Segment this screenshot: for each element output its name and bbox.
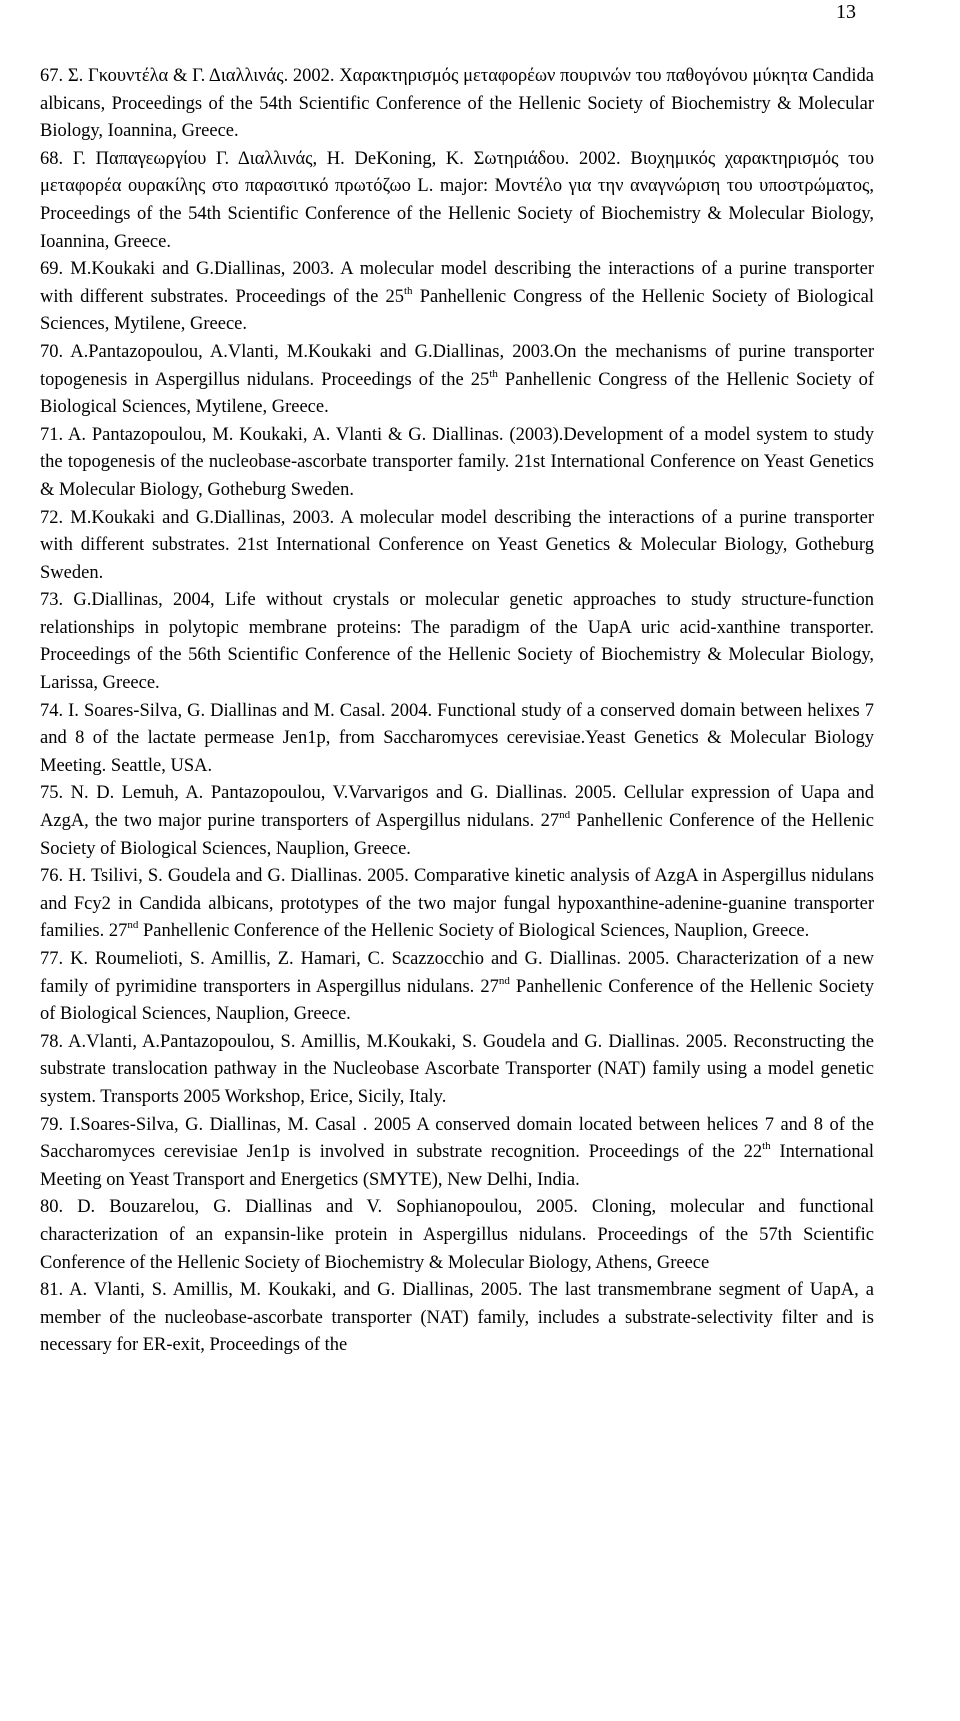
superscript-text: nd [559,809,571,822]
reference-text: 68. Γ. Παπαγεωργίου Γ. Διαλλινάς, H. DeKoning, K. Σωτηριάδου. 2002. Βιοχημικός χαρακτηρισμός του μεταφορέα ουρακίλης στο παρασιτικό πρωτόζωο L. major: Μοντέλο για την αναγνώριση του υποστρώματος, Proceedings of the 54th Scientific Conference of the Hellenic Society of Biochemistry & Molecular Biology, Ioannina, Greece. [40,148,874,252]
reference-entry [40,587,874,697]
reference-text: 67. Σ. Γκουντέλα & Γ. Διαλλινάς. 2002. Χαρακτηρισμός μεταφορέων πουρινών του παθογόνου μύκητα Candida albicans, Proceedings of the 54th Scientific Conference of the Hellenic Society of Biochemistry & Molecular Biology, Ioannina, Greece. [40,66,874,142]
reference-entry [40,698,874,781]
reference-entry [40,863,874,946]
reference-text: 72. M.Koukaki and G.Diallinas, 2003. A molecular model describing the interactions of a purine transporter with different substrates. 21st International Conference on Yeast Genetics & Molecular Biology, Gotheburg Sweden. [40,507,874,583]
reference-text: 76. H. Tsilivi, S. Goudela and G. Diallinas. 2005. Comparative kinetic analysis of AzgA in Aspergillus nidulans and Fcy2 in Candida albicans, prototypes of the two major fungal hypoxanthine-adenine-guanine transporter families. 27 [40,866,874,942]
reference-text: Panhellenic Conference of the Hellenic Society of Biological Sciences, Nauplion, Greece. [40,811,875,859]
reference-text: 79. I.Soares-Silva, G. Diallinas, M. Casal . 2005 A conserved domain located between helices 7 and 8 of the Saccharomyces cerevisiae Jen1p is involved in substrate recognition. Proceedings of the 22 [40,1114,874,1163]
superscript-text: nd [498,974,510,987]
reference-entry [40,1277,874,1360]
reference-text: 78. A.Vlanti, A.Pantazopoulou, S. Amillis, M.Koukaki, S. Goudela and G. Diallinas. 2005. Reconstructing the substrate translocation pathway in the Nucleobase Ascorbate Transporter (NAT) family using a model genetic system. Transports 2005 Workshop, Erice, Sicily, Italy. [40,1031,874,1107]
reference-text: Panhellenic Conference of the Hellenic Society of Biological Sciences, Nauplion, Greece. [138,921,810,942]
superscript-text: th [489,367,498,380]
superscript-text: th [404,284,413,297]
reference-entry [40,339,874,422]
reference-text: 69. M.Koukaki and G.Diallinas, 2003. A molecular model describing the interactions of a purine transporter with different substrates. Proceedings of the 25 [40,259,874,307]
reference-entry [40,1194,874,1277]
reference-text: 80. D. Bouzarelou, G. Diallinas and V. Sophianopoulou, 2005. Cloning, molecular and functional characterization of an expansin-like protein in Aspergillus nidulans. Proceedings of the 57th Scientific Conference of the Hellenic Society of Biochemistry & Molecular Biology, Athens, Greece [40,1197,874,1273]
reference-entry [40,256,874,339]
reference-text: 81. A. Vlanti, S. Amillis, M. Koukaki, and G. Diallinas, 2005. The last transmembrane segment of UapA, a member of the nucleobase-ascorbate transporter (NAT) family, includes a substrate-selectivity filter and is necessary for ER-exit, Proceedings of the [40,1280,874,1356]
reference-entry [40,1029,874,1112]
reference-entry [40,422,874,505]
reference-text: 74. I. Soares-Silva, G. Diallinas and M. Casal. 2004. Functional study of a conserved domain between helixes 7 and 8 of the lactate permease Jen1p, from Saccharomyces cerevisiae.Yeast Genetics & Molecular Biology Meeting. Seattle, USA. [40,700,874,776]
reference-entry [40,63,874,146]
reference-text: 73. G.Diallinas, 2004, Life without crystals or molecular genetic approaches to study structure-function relationships in polytopic membrane proteins: The paradigm of the UapA uric acid-xanthine transporter. Proceedings of the 56th Scientific Conference of the Hellenic Society of Biochemistry & Molecular Biology, Larissa, Greece. [40,590,874,694]
reference-text: Panhellenic Congress of the Hellenic Society of Biological Sciences, Mytilene, Greece. [40,286,875,335]
reference-text: 77. K. Roumelioti, S. Amillis, Z. Hamari, C. Scazzocchio and G. Diallinas. 2005. Characterization of a new family of pyrimidine transporters in Aspergillus nidulans. 27 [40,949,874,997]
reference-text: 70. A.Pantazopoulou, A.Vlanti, M.Koukaki and G.Diallinas, 2003.On the mechanisms of purine transporter topogenesis in Aspergillus nidulans. Proceedings of the 25 [40,341,874,390]
superscript-text: th [762,1140,771,1153]
reference-text: 75. N. D. Lemuh, A. Pantazopoulou, V.Varvarigos and G. Diallinas. 2005. Cellular expression of Uapa and AzgA, the two major purine transporters of Aspergillus nidulans. 27 [40,783,874,832]
reference-entry [40,780,874,863]
reference-list [40,63,874,1360]
reference-entry [40,1112,874,1195]
page-number: 13 [836,1,856,23]
reference-text: Panhellenic Conference of the Hellenic Society of Biological Sciences, Nauplion, Greece. [40,976,874,1025]
reference-entry [40,505,874,588]
reference-text: International Meeting on Yeast Transport and Energetics (SMYTE), New Delhi, India. [40,1142,874,1190]
reference-entry [40,146,874,256]
reference-text: Panhellenic Congress of the Hellenic Society of Biological Sciences, Mytilene, Greece. [40,369,874,418]
reference-entry [40,946,874,1029]
superscript-text: nd [127,919,139,932]
reference-text: 71. A. Pantazopoulou, M. Koukaki, A. Vlanti & G. Diallinas. (2003).Development of a model system to study the topogenesis of the nucleobase-ascorbate transporter family. 21st International Conference on Yeast Genetics & Molecular Biology, Gotheburg Sweden. [40,424,874,500]
